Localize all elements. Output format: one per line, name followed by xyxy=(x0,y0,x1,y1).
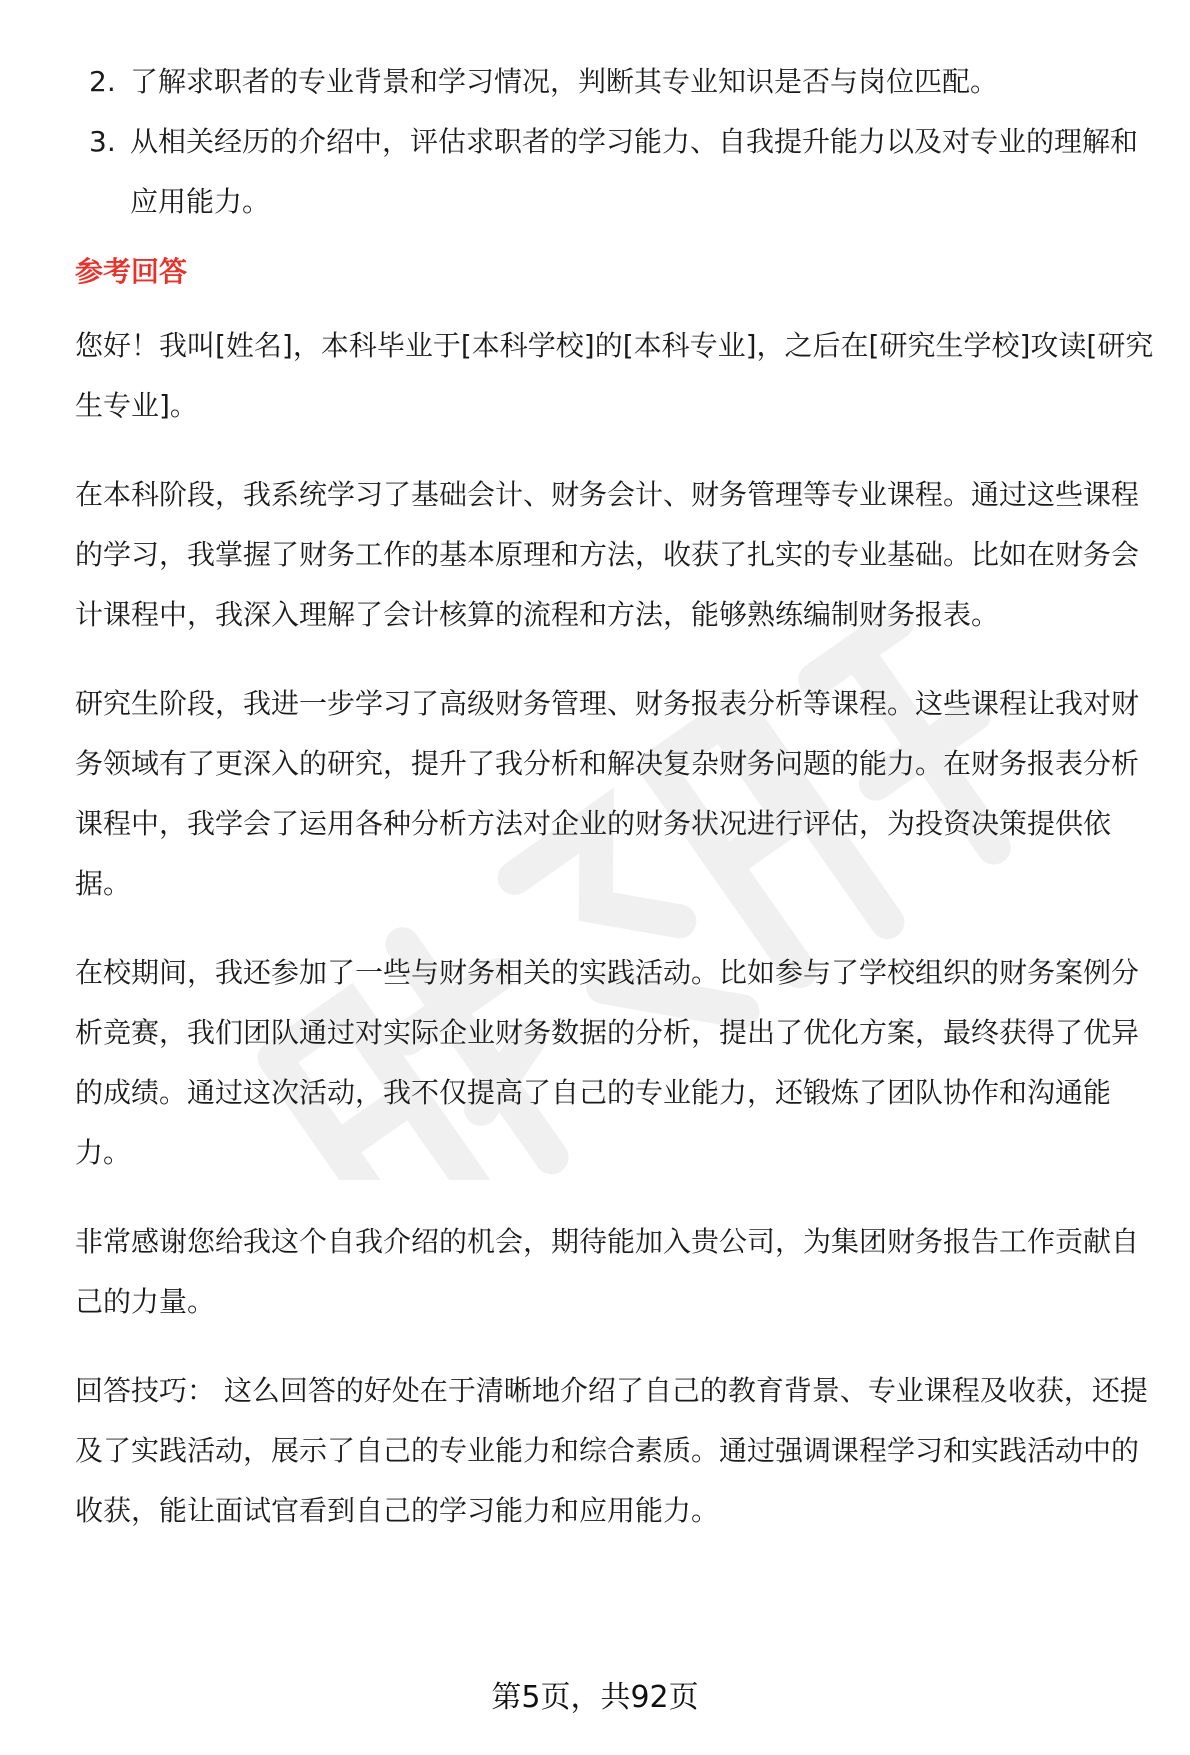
section-heading: 参考回答 xyxy=(75,255,188,288)
paragraph-tips: 回答技巧： 这么回答的好处在于清晰地介绍了自己的教育背景、专业课程及收获，还提及了实践活动，展示了自己的专业能力和综合素质。通过强调课程学习和实践活动中的收获，能让面试官看到自己的学习能力和应用能力。 xyxy=(75,1374,1148,1527)
list-text: 从相关经历的介绍中，评估求职者的学习能力、自我提升能力以及对专业的理解和应用能力。 xyxy=(130,125,1139,218)
paragraph-practice: 在校期间，我还参加了一些与财务相关的实践活动。比如参与了学校组织的财务案例分析竞赛，我们团队通过对实际企业财务数据的分析，提出了优化方案，最终获得了优异的成绩。通过这次活动，我不仅提高了自己的专业能力，还锻炼了团队协作和沟通能力。 xyxy=(75,956,1140,1169)
paragraph-undergrad: 在本科阶段，我系统学习了基础会计、财务会计、财务管理等专业课程。通过这些课程的学习，我掌握了财务工作的基本原理和方法，收获了扎实的专业基础。比如在财务会计课程中，我深入理解了会计核算的流程和方法，能够熟练编制财务报表。 xyxy=(75,478,1140,631)
list-number: 3. xyxy=(89,125,116,158)
document-content xyxy=(75,52,1165,1541)
paragraph-intro: 您好！我叫[姓名]，本科毕业于[本科学校]的[本科专业]，之后在[研究生学校]攻读[研究生专业]。 xyxy=(75,329,1154,422)
paragraph-graduate: 研究生阶段，我进一步学习了高级财务管理、财务报表分析等课程。这些课程让我对财务领域有了更深入的研究，提升了我分析和解决复杂财务问题的能力。在财务报表分析课程中，我学会了运用各种分析方法对企业的财务状况进行评估，为投资决策提供依据。 xyxy=(75,687,1140,900)
list-item xyxy=(75,112,1165,232)
numbered-list xyxy=(75,52,1165,232)
list-number: 2. xyxy=(89,65,116,98)
page-footer: 第5页，共92页 xyxy=(491,1680,699,1715)
list-text: 了解求职者的专业背景和学习情况，判断其专业知识是否与岗位匹配。 xyxy=(130,65,999,98)
paragraph-closing: 非常感谢您给我这个自我介绍的机会，期待能加入贵公司，为集团财务报告工作贡献自己的力量。 xyxy=(75,1225,1140,1318)
list-item xyxy=(75,52,1165,112)
